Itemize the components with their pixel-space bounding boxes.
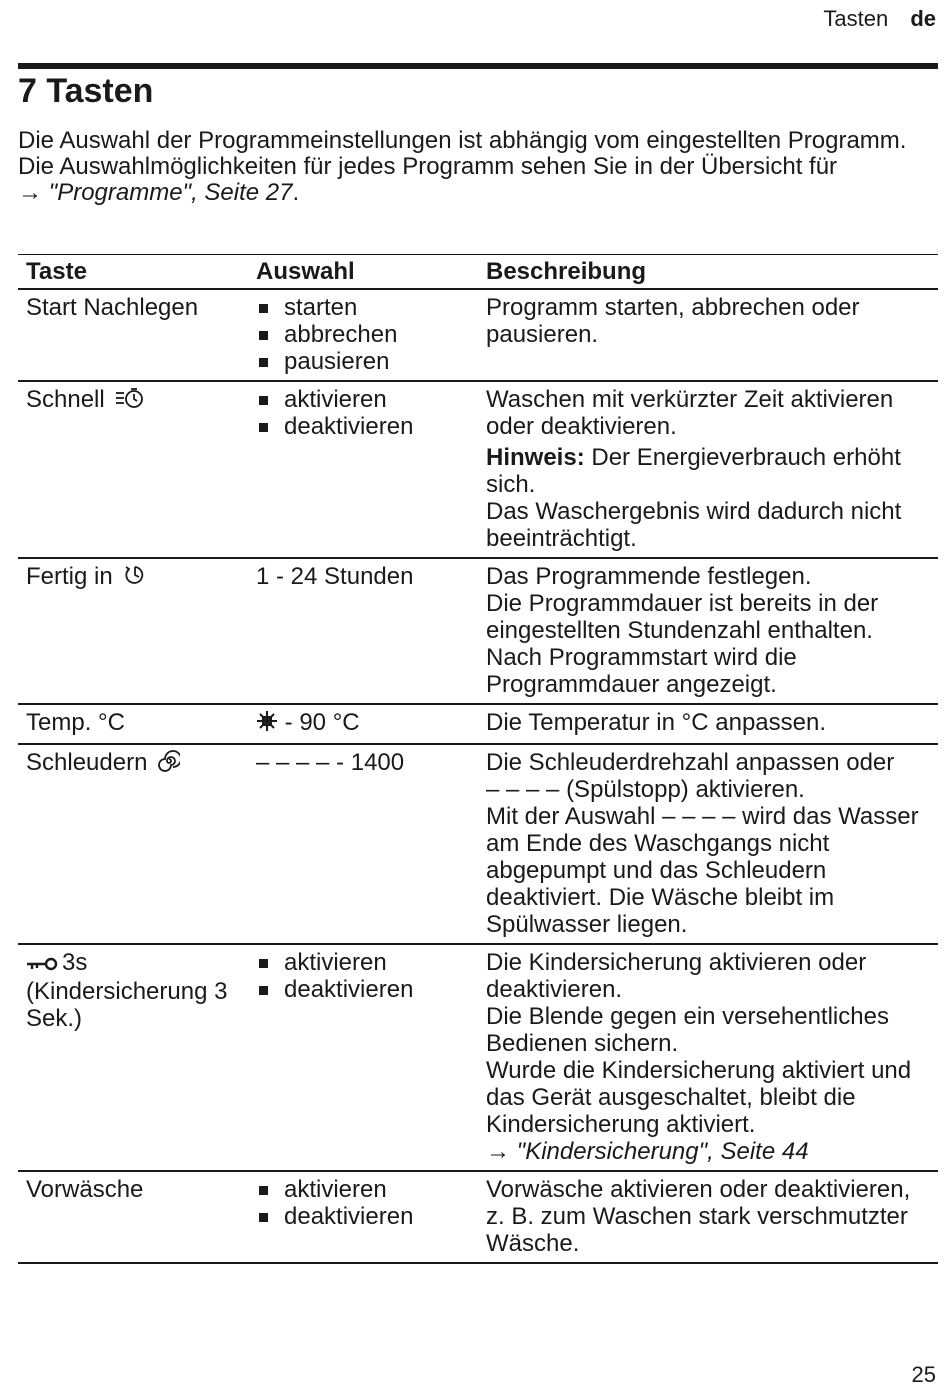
description-text: – – – – (Spülstopp) aktivieren.	[486, 776, 805, 803]
table-row	[18, 744, 938, 944]
table-row	[18, 944, 938, 1171]
description-cell	[478, 381, 938, 558]
list-item: deaktivieren	[256, 413, 472, 440]
key-icon	[26, 951, 58, 978]
value-text: - 90 °C	[278, 709, 360, 736]
options-cell	[248, 944, 478, 1171]
description-text: Wurde die Kindersicherung aktiviert und das Gerät ausgeschaltet, bleibt die Kindersicherung aktiviert.	[486, 1057, 912, 1138]
key-cell: Start Nachlegen	[18, 289, 248, 381]
description-cell	[478, 558, 938, 704]
header-section: Tasten	[823, 6, 889, 31]
description-text: Die Kindersicherung aktivieren oder deaktivieren.	[486, 949, 867, 1003]
value-cell	[248, 704, 478, 744]
note	[486, 444, 932, 498]
key-cell	[18, 944, 248, 1171]
table-row	[18, 704, 938, 744]
reference	[486, 1138, 932, 1165]
table-header-row	[18, 255, 938, 290]
intro-reference-link[interactable]: "Programme", Seite 27	[48, 179, 293, 206]
key-label: Fertig in	[26, 563, 113, 590]
running-header	[823, 6, 936, 32]
description-text: Nach Programmstart wird die Programmdauer angezeigt.	[486, 644, 797, 698]
header-taste: Taste	[18, 255, 248, 290]
description-text: Mit der Auswahl – – – – wird das Wasser am Ende des Waschgangs nicht abgepumpt und das Schleudern deaktiviert. Die Wäsche bleibt im Spülwasser liegen.	[486, 803, 919, 938]
intro-paragraph: Die Auswahl der Programmeinstellungen ist abhängig vom eingestellten Programm. Die Auswahlmöglichkeiten für jedes Programm sehen Sie in der Übersicht für → "Programme", Seite 27.	[18, 127, 907, 206]
table-row	[18, 1171, 938, 1263]
options-cell	[248, 1171, 478, 1263]
note-label: Hinweis:	[486, 444, 585, 471]
page-number: 25	[911, 1362, 936, 1387]
description-text: Die Temperatur in °C anpassen.	[486, 709, 826, 736]
note-text: Der Energieverbrauch erhöht sich.	[486, 444, 901, 498]
description-text: Waschen mit verkürzter Zeit aktivieren oder deaktivieren.	[486, 386, 894, 440]
options-cell	[248, 381, 478, 558]
intro-text: Die Auswahl der Programmeinstellungen ist abhängig vom eingestellten Programm. Die Auswahlmöglichkeiten für jedes Programm sehen Sie in der Übersicht für	[18, 127, 907, 180]
key-label: 3s (Kindersicherung 3 Sek.)	[26, 949, 228, 1032]
key-cell: Temp. °C	[18, 704, 248, 744]
list-item: aktivieren	[256, 1176, 472, 1203]
key-label: Schnell	[26, 386, 105, 413]
header-beschreibung: Beschreibung	[478, 255, 938, 290]
value-cell: 1 - 24 Stunden	[248, 558, 478, 704]
header-rule	[18, 63, 938, 69]
description-cell	[478, 1171, 938, 1263]
key-cell	[18, 744, 248, 944]
description-text: Programm starten, abbrechen oder pausieren.	[486, 294, 860, 348]
arrow-icon: →	[18, 179, 42, 206]
snowflake-icon	[256, 710, 278, 738]
table-row	[18, 558, 938, 704]
description-text: Vorwäsche aktivieren oder deaktivieren, z. B. zum Waschen stark verschmutzter Wäsche.	[486, 1176, 911, 1257]
list-item: aktivieren	[256, 386, 472, 413]
description-text: Das Programmende festlegen.	[486, 563, 812, 590]
description-text: Die Blende gegen ein versehentliches Bedienen sichern.	[486, 1003, 889, 1057]
spin-icon	[158, 750, 180, 778]
key-cell: Vorwäsche	[18, 1171, 248, 1263]
header-auswahl: Auswahl	[248, 255, 478, 290]
description-text: Die Programmdauer ist bereits in der eingestellten Stundenzahl enthalten.	[486, 590, 879, 644]
list-item: abbrechen	[256, 321, 472, 348]
kindersicherung-reference-link[interactable]: "Kindersicherung", Seite 44	[516, 1138, 809, 1165]
value-cell: – – – – - 1400	[248, 744, 478, 944]
description-cell	[478, 704, 938, 744]
options-cell	[248, 289, 478, 381]
list-item: pausieren	[256, 348, 472, 375]
header-language: de	[910, 6, 936, 31]
timer-icon	[123, 564, 147, 592]
list-item: deaktivieren	[256, 1203, 472, 1230]
arrow-icon: →	[486, 1138, 510, 1165]
description-cell	[478, 744, 938, 944]
table-row	[18, 289, 938, 381]
page-title: 7 Tasten	[18, 72, 154, 110]
description-cell	[478, 289, 938, 381]
note-more: Das Waschergebnis wird dadurch nicht beeinträchtigt.	[486, 498, 902, 552]
list-item: deaktivieren	[256, 976, 472, 1003]
description-text: Die Schleuderdrehzahl anpassen oder	[486, 749, 895, 776]
list-item: starten	[256, 294, 472, 321]
description-cell	[478, 944, 938, 1171]
key-cell	[18, 558, 248, 704]
key-label: Schleudern	[26, 749, 148, 776]
key-cell	[18, 381, 248, 558]
list-item: aktivieren	[256, 949, 472, 976]
table-row	[18, 381, 938, 558]
keys-table	[18, 254, 938, 1264]
fast-clock-icon	[115, 387, 145, 415]
